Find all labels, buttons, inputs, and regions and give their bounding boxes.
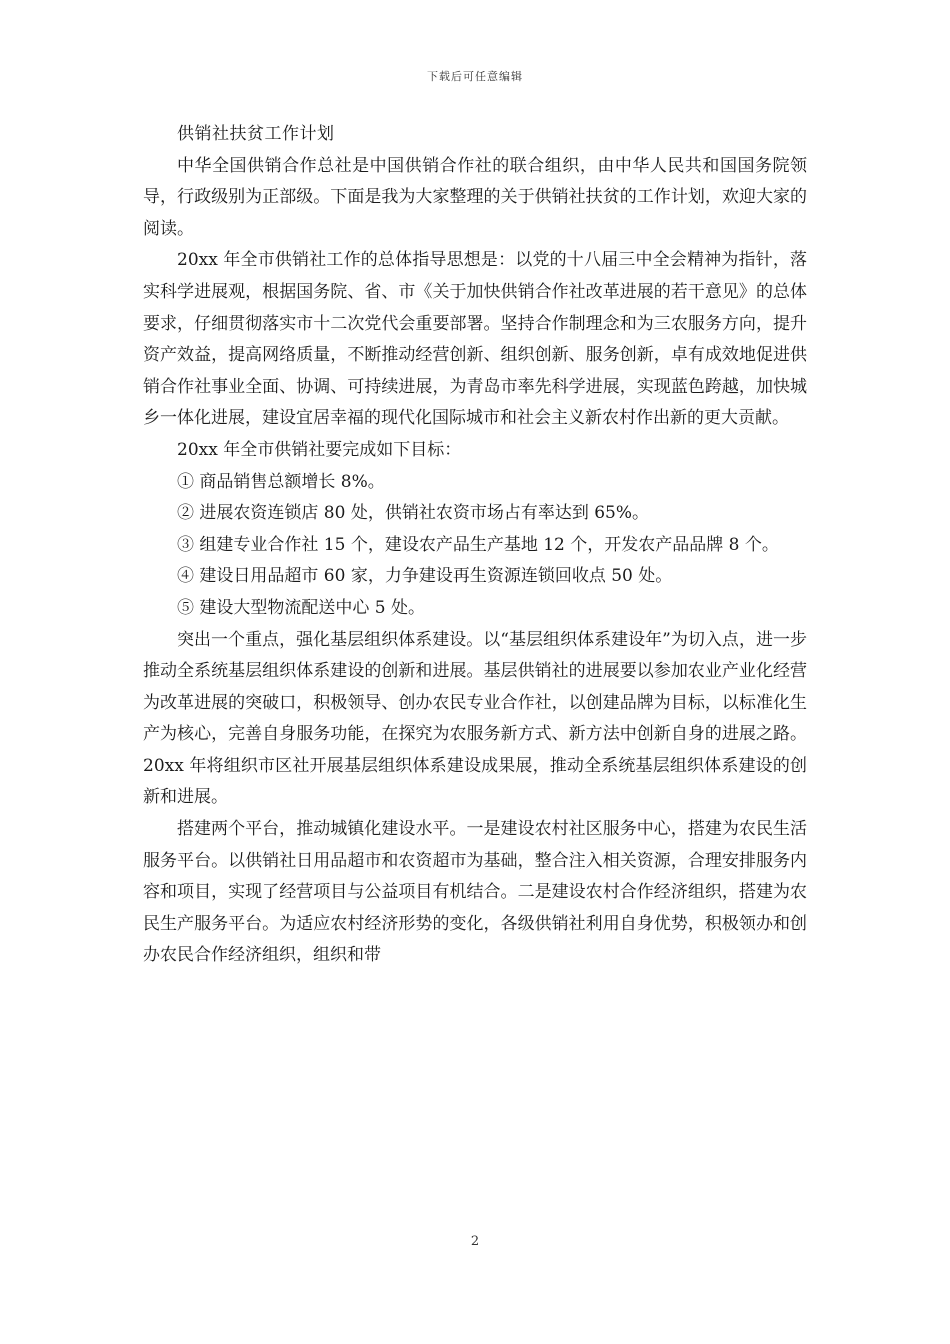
document-title: 供销社扶贫工作计划 [177,124,335,144]
goal-item-3: ③ 组建专业合作社 15 个，建设农产品生产基地 12 个，开发农产品品牌 8 个。 [177,534,779,555]
page-number: 2 [470,1234,480,1249]
goal-item-4: ④ 建设日用品超市 60 家，力争建设再生资源连锁回收点 50 处。 [177,566,673,587]
goal-item-2: ② 进展农资连锁店 80 处，供销社农资市场占有率达到 65%。 [177,503,650,524]
focus-paragraph: 突出一个重点，强化基层组织体系建设。以“基层组织体系建设年”为切入点，进一步推动全系统基层组织体系建设的创新和进展。基层供销社的进展要以参加农业产业化经营为改革进展的突破口，积极领导、创办农民专业合作社，以创建品牌为目标，以标准化生产为核心，完善自身服务功能，在探究为农服务新方式、新方法中创新自身的进展之路。20xx 年将组织市区社开展基层组织体系建设成果展，推动全系统基层组织体系建设的创新和进展。 [143,629,807,808]
goals-heading: 20xx 年全市供销社要完成如下目标： [177,439,462,460]
goal-item-1: ① 商品销售总额增长 8%。 [177,471,385,492]
document-body [143,119,807,972]
goal-item-5: ⑤ 建设大型物流配送中心 5 处。 [177,597,426,618]
platforms-paragraph: 搭建两个平台，推动城镇化建设水平。一是建设农村社区服务中心，搭建为农民生活服务平台。以供销社日用品超市和农资超市为基础，整合注入相关资源，合理安排服务内容和项目，实现了经营项目与公益项目有机结合。二是建设农村合作经济组织，搭建为农民生产服务平台。为适应农村经济形势的变化，各级供销社利用自身优势，积极领办和创办农民合作经济组织，组织和带 [143,819,807,966]
guiding-thought-paragraph: 20xx 年全市供销社工作的总体指导思想是：以党的十八届三中全会精神为指针，落实科学进展观，根据国务院、省、市《关于加快供销合作社改革进展的若干意见》的总体要求，仔细贯彻落实市十二次党代会重要部署。坚持合作制理念和为三农服务方向，提升资产效益，提高网络质量，不断推动经营创新、组织创新、服务创新，卓有成效地促进供销合作社事业全面、协调、可持续进展，为青岛市率先科学进展，实现蓝色跨越，加快城乡一体化进展，建设宜居幸福的现代化国际城市和社会主义新农村作出新的更大贡献。 [143,250,807,429]
header-note: 下载后可任意编辑 [427,70,523,83]
intro-paragraph: 中华全国供销合作总社是中国供销合作社的联合组织，由中华人民共和国国务院领导，行政级别为正部级。下面是我为大家整理的关于供销社扶贫的工作计划，欢迎大家的阅读。 [143,155,807,239]
